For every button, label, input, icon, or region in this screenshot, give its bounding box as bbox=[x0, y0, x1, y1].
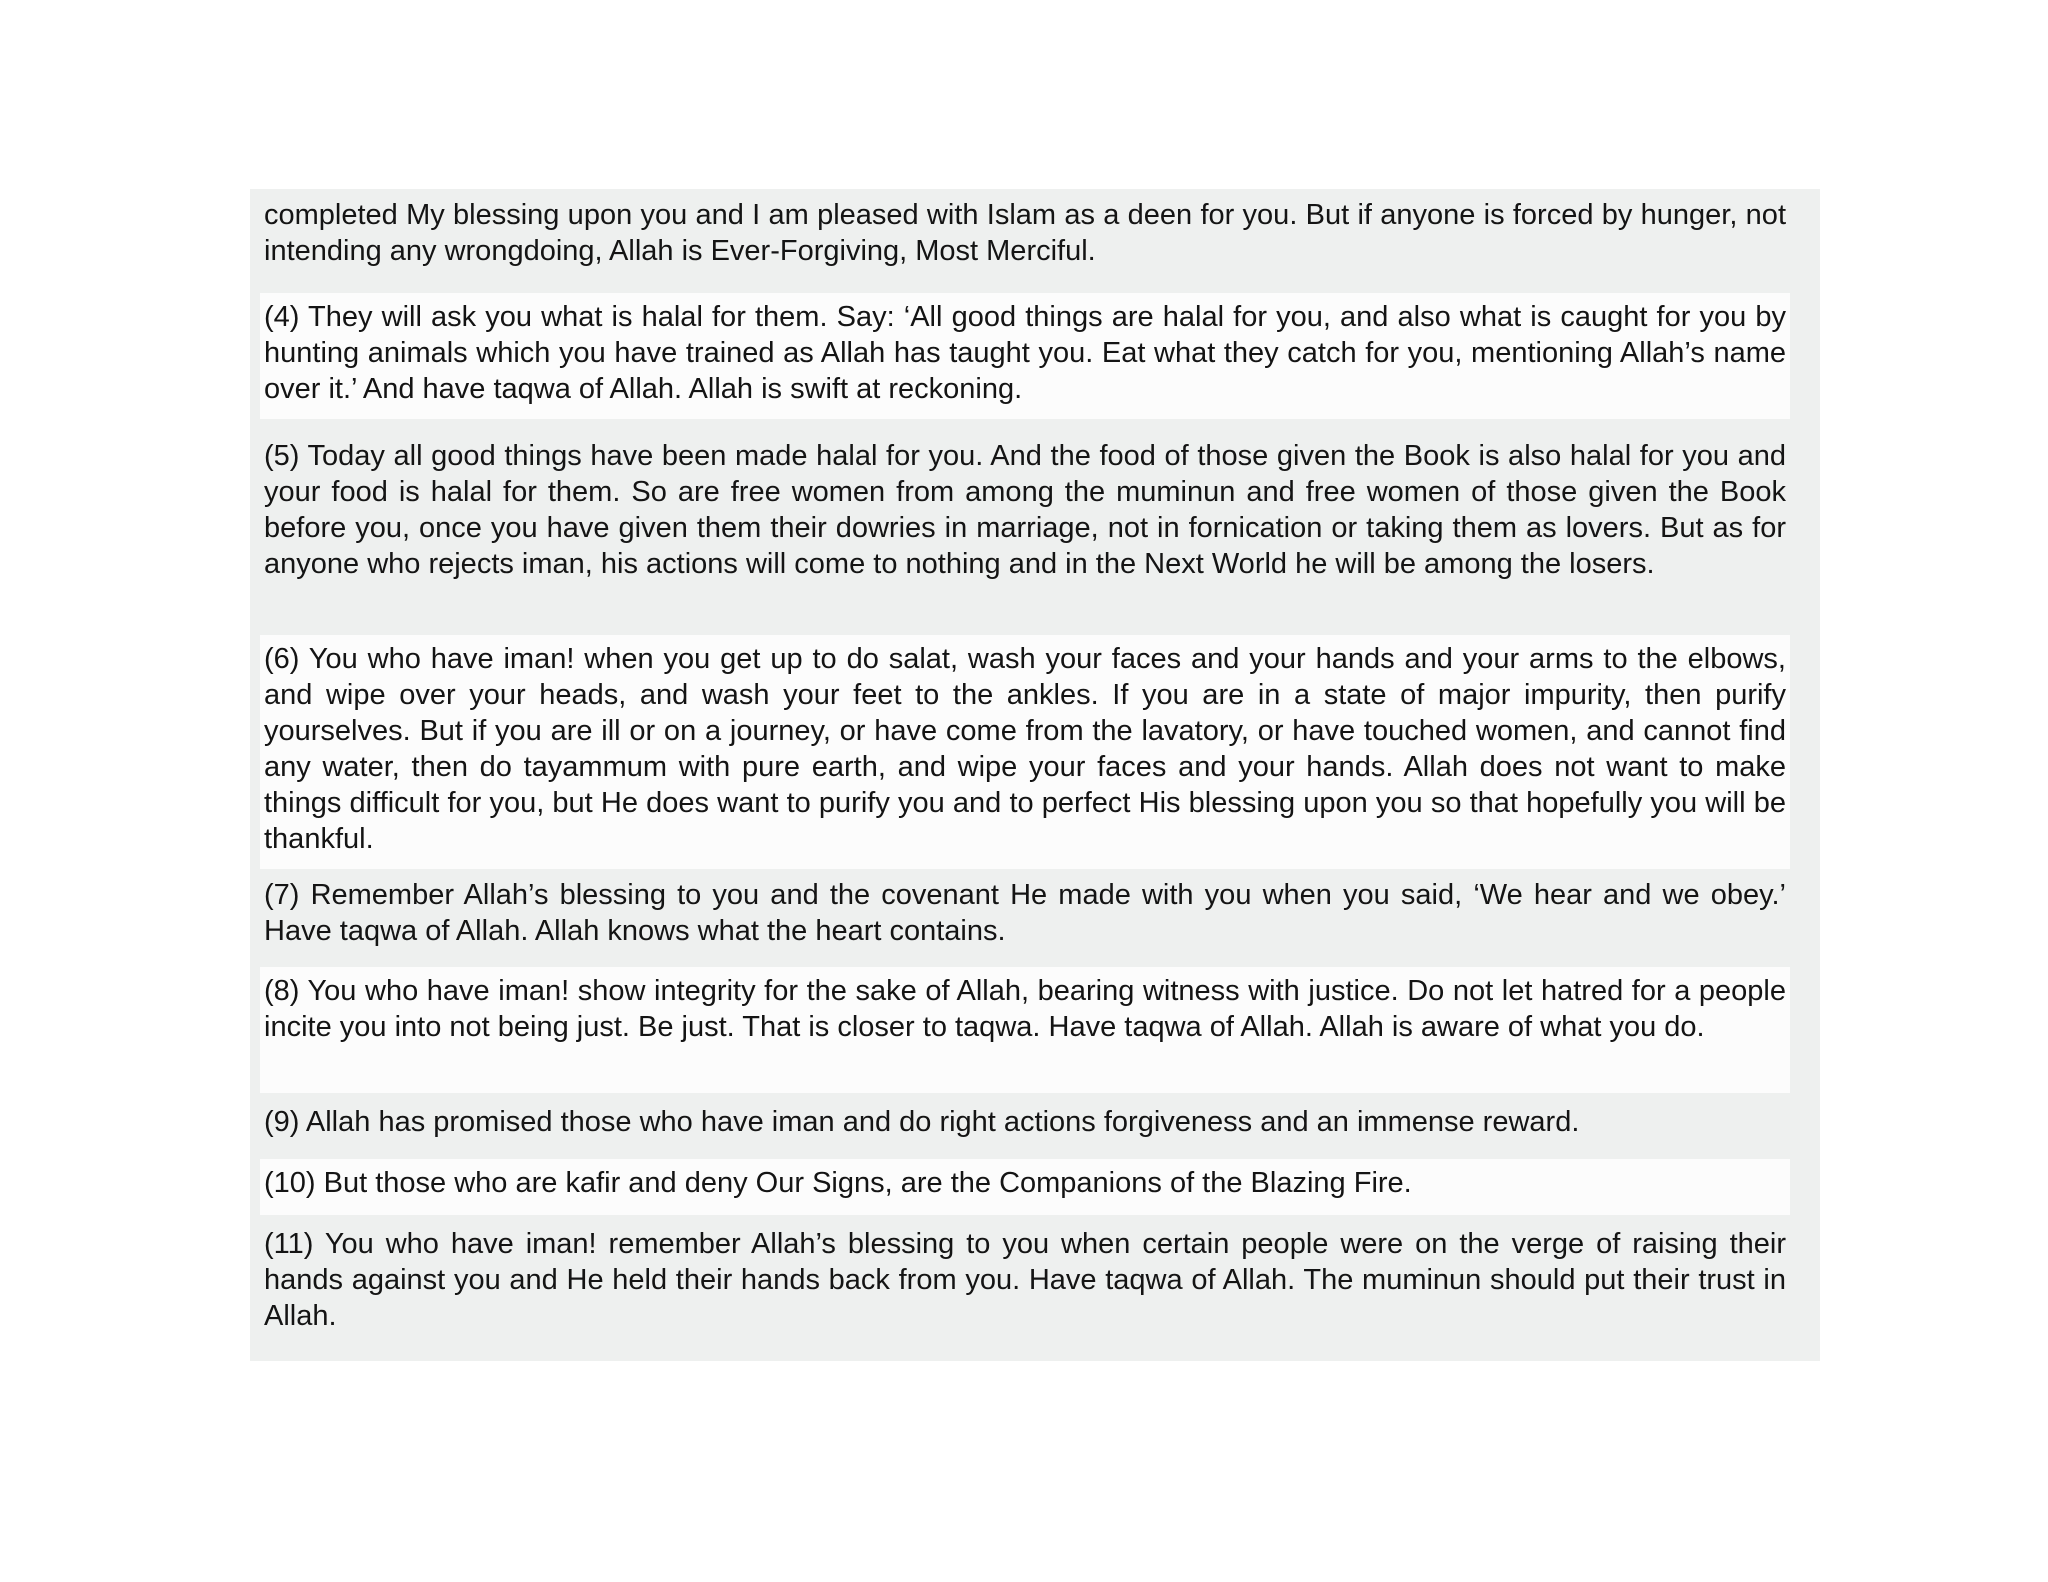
verse-8: (8) You who have iman! show integrity for the sake of Allah, bearing witness with justice. Do not let hatred for a people incite you into not being just. Be just. That is closer to taqwa. Have taqwa of Allah. Allah is aware of what you do. bbox=[260, 967, 1790, 1093]
verse-10: (10) But those who are kafir and deny Our Signs, are the Companions of the Blazing Fire. bbox=[260, 1159, 1790, 1215]
verse-5: (5) Today all good things have been made halal for you. And the food of those given the Book is also halal for you and your food is halal for them. So are free women from among the muminun and free women of those given the Book before you, once you have given them their dowries in marriage, not in fornication or taking them as lovers. But as for anyone who rejects iman, his actions will come to nothing and in the Next World he will be among the losers. bbox=[260, 432, 1790, 629]
verse-4: (4) They will ask you what is halal for them. Say: ‘All good things are halal for you, and also what is caught for you by hunting animals which you have trained as Allah has taught you. Eat what they catch for you, mentioning Allah’s name over it.’ And have taqwa of Allah. Allah is swift at reckoning. bbox=[260, 293, 1790, 419]
verse-6: (6) You who have iman! when you get up to do salat, wash your faces and your hands and your arms to the elbows, and wipe over your heads, and wash your feet to the ankles. If you are in a state of major impurity, then purify yourselves. But if you are ill or on a journey, or have come from the lavatory, or have touched women, and cannot find any water, then do tayammum with pure earth, and wipe your faces and your hands. Allah does not want to make things difficult for you, but He does want to purify you and to perfect His blessing upon you so that hopefully you will be thankful. bbox=[260, 635, 1790, 869]
verse-7: (7) Remember Allah’s blessing to you and the covenant He made with you when you said, ‘We hear and we obey.’ Have taqwa of Allah. Allah knows what the heart contains. bbox=[260, 871, 1790, 962]
verse-panel bbox=[250, 189, 1820, 1361]
verse-9: (9) Allah has promised those who have iman and do right actions forgiveness and an immense reward. bbox=[260, 1098, 1790, 1154]
verse-continuation: completed My blessing upon you and I am pleased with Islam as a deen for you. But if anyone is forced by hunger, not intending any wrongdoing, Allah is Ever-Forgiving, Most Merciful. bbox=[260, 191, 1790, 281]
verse-11: (11) You who have iman! remember Allah’s blessing to you when certain people were on the verge of raising their hands against you and He held their hands back from you. Have taqwa of Allah. The muminun should put their trust in Allah. bbox=[260, 1220, 1790, 1346]
